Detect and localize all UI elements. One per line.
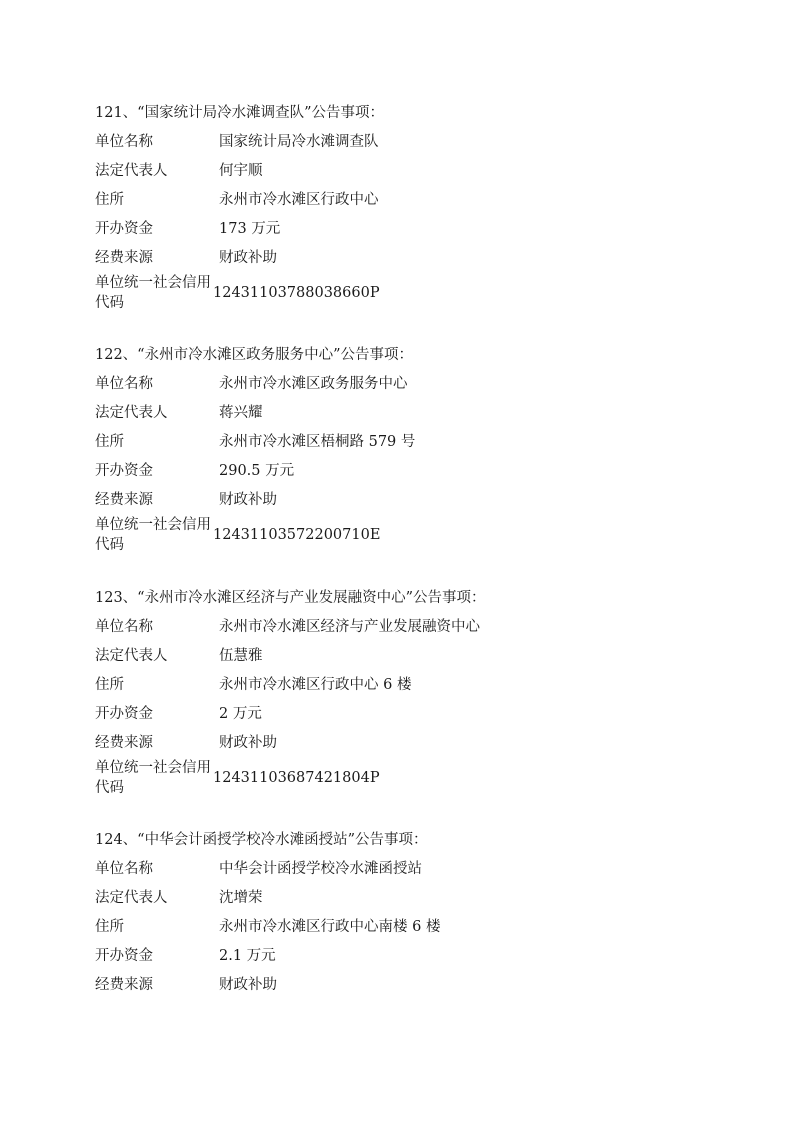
field-value: 永州市冷水滩区行政中心 bbox=[219, 192, 379, 208]
row-credit-code bbox=[95, 273, 715, 313]
row-legal-representative bbox=[95, 884, 715, 913]
field-value: 永州市冷水滩区行政中心 6 楼 bbox=[219, 677, 412, 693]
row-legal-representative bbox=[95, 157, 715, 186]
row-credit-code bbox=[95, 515, 715, 555]
field-value: 12431103687421804P bbox=[213, 770, 380, 786]
row-funds bbox=[95, 942, 715, 971]
field-label: 住所 bbox=[95, 434, 124, 450]
field-label: 开办资金 bbox=[95, 948, 153, 964]
field-value: 290.5 万元 bbox=[219, 463, 295, 479]
field-value: 永州市冷水滩区行政中心南楼 6 楼 bbox=[219, 919, 441, 935]
field-label: 单位名称 bbox=[95, 861, 153, 877]
field-label: 开办资金 bbox=[95, 463, 153, 479]
field-value: 沈增荣 bbox=[219, 890, 263, 906]
field-value: 2.1 万元 bbox=[219, 948, 276, 964]
field-label: 经费来源 bbox=[95, 977, 153, 993]
section-heading: 121、“国家统计局冷水滩调查队”公告事项： bbox=[95, 105, 385, 121]
notice-section-121 bbox=[95, 98, 715, 313]
row-legal-representative bbox=[95, 642, 715, 671]
field-value: 12431103788038660P bbox=[213, 285, 380, 301]
row-funds bbox=[95, 215, 715, 244]
field-value: 财政补助 bbox=[219, 977, 277, 993]
row-funds bbox=[95, 700, 715, 729]
field-label: 单位名称 bbox=[95, 376, 153, 392]
field-value: 永州市冷水滩区梧桐路 579 号 bbox=[219, 434, 416, 450]
field-label: 经费来源 bbox=[95, 735, 153, 751]
field-value: 财政补助 bbox=[219, 735, 277, 751]
notice-section-123 bbox=[95, 583, 715, 798]
row-credit-code bbox=[95, 758, 715, 798]
field-label: 法定代表人 bbox=[95, 648, 168, 664]
field-value: 国家统计局冷水滩调查队 bbox=[219, 134, 379, 150]
row-address bbox=[95, 913, 715, 942]
field-label: 法定代表人 bbox=[95, 890, 168, 906]
row-funds bbox=[95, 457, 715, 486]
notice-section-124 bbox=[95, 825, 715, 1000]
row-funding-source bbox=[95, 971, 715, 1000]
field-value: 财政补助 bbox=[219, 250, 277, 266]
field-value: 永州市冷水滩区政务服务中心 bbox=[219, 376, 408, 392]
section-heading: 123、“永州市冷水滩区经济与产业发展融资中心”公告事项： bbox=[95, 590, 486, 606]
section-heading: 124、“中华会计函授学校冷水滩函授站”公告事项： bbox=[95, 832, 428, 848]
row-funding-source bbox=[95, 244, 715, 273]
field-label: 单位名称 bbox=[95, 134, 153, 150]
field-label: 单位统一社会信用代码 bbox=[95, 760, 211, 796]
field-label: 法定代表人 bbox=[95, 163, 168, 179]
field-value: 伍慧雅 bbox=[219, 648, 263, 664]
row-address bbox=[95, 428, 715, 457]
row-legal-representative bbox=[95, 399, 715, 428]
row-unit-name bbox=[95, 128, 715, 157]
field-label: 住所 bbox=[95, 919, 124, 935]
row-address bbox=[95, 671, 715, 700]
row-unit-name bbox=[95, 613, 715, 642]
field-value: 蒋兴耀 bbox=[219, 405, 263, 421]
row-unit-name bbox=[95, 855, 715, 884]
field-label: 单位统一社会信用代码 bbox=[95, 275, 211, 311]
field-value: 2 万元 bbox=[219, 706, 262, 722]
row-unit-name bbox=[95, 370, 715, 399]
field-value: 何宇顺 bbox=[219, 163, 263, 179]
field-label: 经费来源 bbox=[95, 492, 153, 508]
field-label: 法定代表人 bbox=[95, 405, 168, 421]
field-value: 12431103572200710E bbox=[213, 527, 381, 543]
notice-section-122 bbox=[95, 340, 715, 555]
field-label: 单位统一社会信用代码 bbox=[95, 517, 211, 553]
section-heading: 122、“永州市冷水滩区政务服务中心”公告事项： bbox=[95, 347, 413, 363]
row-funding-source bbox=[95, 486, 715, 515]
field-label: 开办资金 bbox=[95, 706, 153, 722]
row-funding-source bbox=[95, 729, 715, 758]
field-value: 财政补助 bbox=[219, 492, 277, 508]
field-label: 单位名称 bbox=[95, 619, 153, 635]
field-value: 173 万元 bbox=[219, 221, 281, 237]
field-value: 永州市冷水滩区经济与产业发展融资中心 bbox=[219, 619, 480, 635]
row-address bbox=[95, 186, 715, 215]
field-label: 经费来源 bbox=[95, 250, 153, 266]
field-value: 中华会计函授学校冷水滩函授站 bbox=[219, 861, 422, 877]
field-label: 住所 bbox=[95, 677, 124, 693]
field-label: 开办资金 bbox=[95, 221, 153, 237]
field-label: 住所 bbox=[95, 192, 124, 208]
